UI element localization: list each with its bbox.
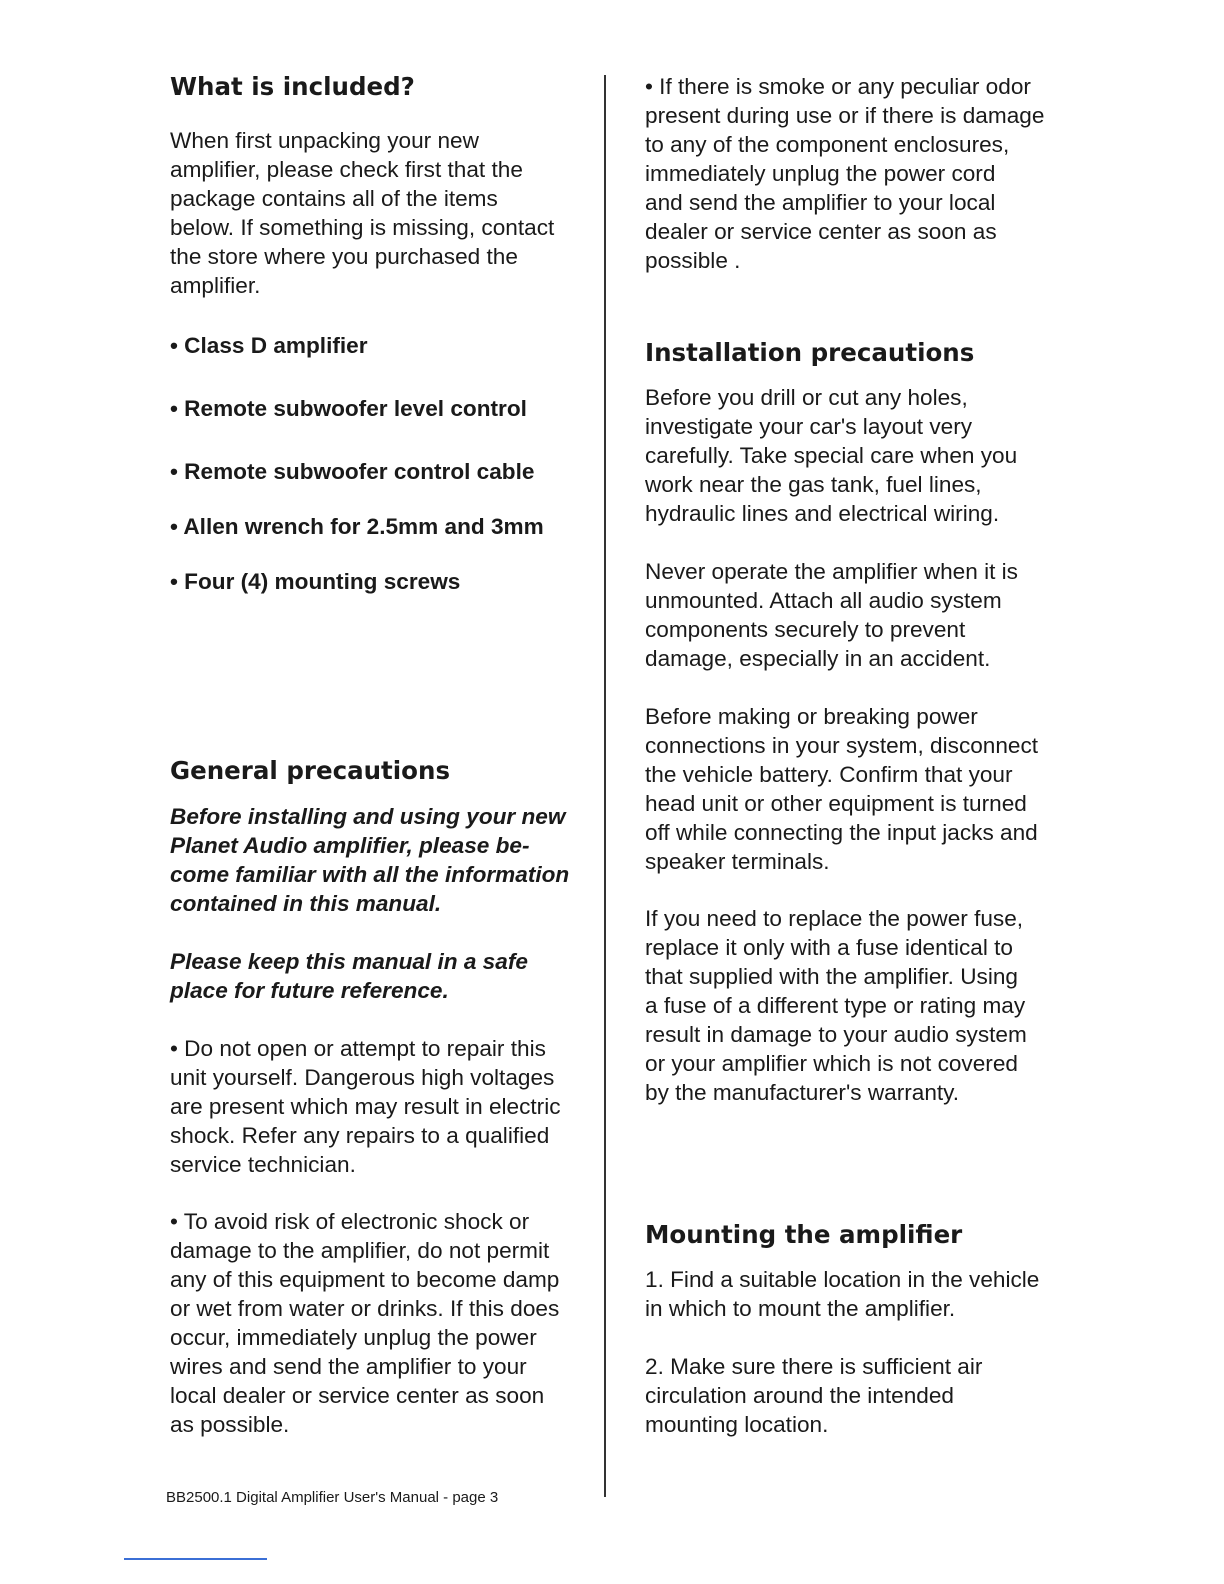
- column-divider: [604, 75, 606, 1497]
- installation-battery-warning: Before making or breaking power connections in your system, disconnect the vehicle battery. Confirm that your head unit or other equipment is turned off while connecting the input jacks and speaker terminals.: [645, 704, 1039, 874]
- installation-mounted-warning: Never operate the amplifier when it is unmounted. Attach all audio system components securely to prevent damage, especially in an accident.: [645, 559, 1018, 671]
- footer-link-underline: [124, 1558, 267, 1560]
- installation-fuse-warning: If you need to replace the power fuse, replace it only with a fuse identical to that supplied with the amplifier. Using a fuse of a different type or rating may result in damage to your audio system or your amplifier which is not covered by the manufacturer's warranty.: [645, 906, 1027, 1105]
- included-item-level-control: • Remote subwoofer level control: [170, 396, 527, 421]
- included-item-mounting-screws: • Four (4) mounting screws: [170, 569, 461, 594]
- installation-drill-warning: Before you drill or cut any holes, investigate your car's layout very carefully. Take special care when you work near the gas tank, fuel lines, hydraulic lines and electrical wiring.: [645, 385, 1018, 526]
- general-moisture-warning: • To avoid risk of electronic shock or damage to the amplifier, do not permit any of this equipment to become damp or wet from water or drinks. If this does occur, immediately unplug the power wires and send the amplifier to your local dealer or service center as soon as possible.: [170, 1209, 560, 1437]
- general-keep-manual-italic: Please keep this manual in a safe place for future reference.: [170, 949, 528, 1003]
- included-heading: What is included?: [170, 72, 415, 101]
- mounting-step-2: 2. Make sure there is sufficient air circulation around the intended mounting location.: [645, 1354, 983, 1437]
- included-intro: When first unpacking your new amplifier, please check first that the package contains all of the items below. If something is missing, contact the store where you purchased the amplifier.: [170, 128, 555, 298]
- included-item-allen-wrench: • Allen wrench for 2.5mm and 3mm: [170, 514, 544, 539]
- general-intro-italic: Before installing and using your new Planet Audio amplifier, please be- come familiar with all the information contained in this manual.: [170, 804, 570, 916]
- mounting-heading: Mounting the amplifier: [645, 1220, 963, 1249]
- included-item-control-cable: • Remote subwoofer control cable: [170, 459, 535, 484]
- included-item-amplifier: • Class D amplifier: [170, 333, 368, 358]
- general-heading: General precautions: [170, 756, 451, 785]
- installation-heading: Installation precautions: [645, 338, 975, 367]
- smoke-warning: • If there is smoke or any peculiar odor present during use or if there is damage to any of the component enclosures, immediately unplug the power cord and send the amplifier to your local dealer or service center as soon as possible .: [645, 74, 1045, 273]
- general-repair-warning: • Do not open or attempt to repair this unit yourself. Dangerous high voltages are present which may result in electric shock. Refer any repairs to a qualified service technician.: [170, 1036, 561, 1177]
- page-footer: BB2500.1 Digital Amplifier User's Manual - page 3: [166, 1489, 499, 1506]
- mounting-step-1: 1. Find a suitable location in the vehicle in which to mount the amplifier.: [645, 1267, 1040, 1321]
